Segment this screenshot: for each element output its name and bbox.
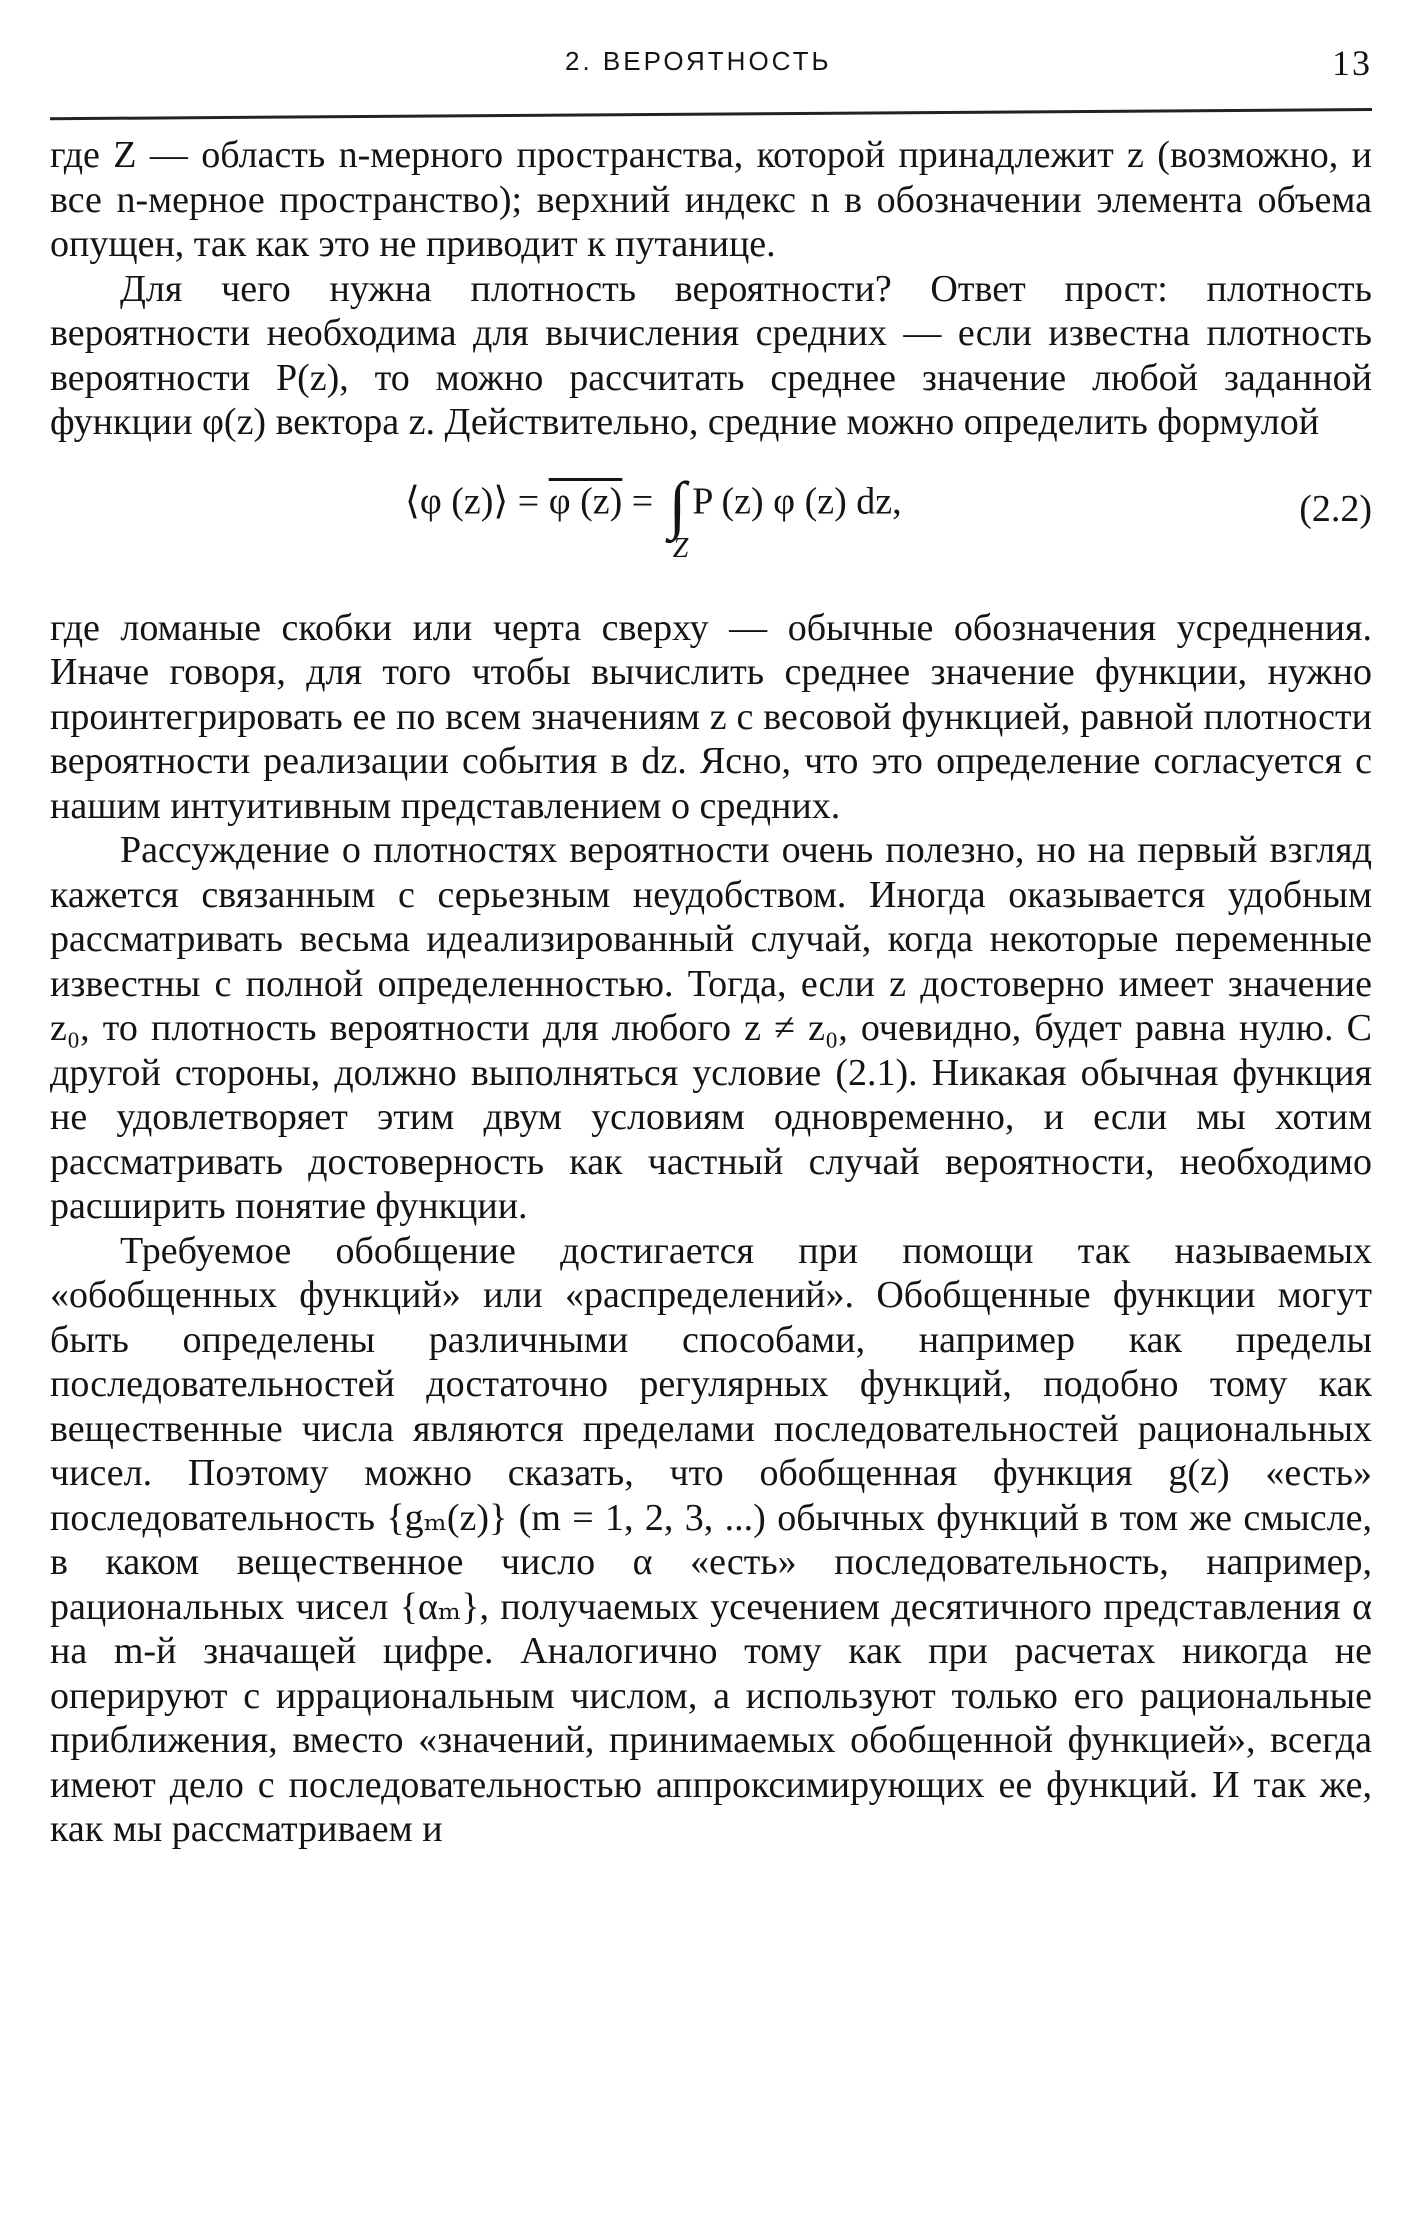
paragraph-1: где Z — область n-мерного пространства, которой принадлежит z (возможно, и все n-мерное пространство); верхний индекс n в обозначении элемента объема опущен, так как это не приводит к путанице. xyxy=(50,134,1372,265)
paragraph-2: Для чего нужна плотность вероятности? Ответ прост: плотность вероятности необходима для вычисления средних — если известна плотность вероятности P(z), то можно рассчитать среднее значение любой заданной функции φ(z) вектора z. Действительно, средние можно определить формулой xyxy=(50,267,1372,443)
equation-equals: = xyxy=(622,480,663,523)
equation-overline-term: φ (z) xyxy=(548,480,623,523)
paragraph-4: Рассуждение о плотностях вероятности очень полезно, но на первый взгляд кажется связанным с серьезным неудобством. Иногда оказывается удобным рассматривать весьма идеализированный случай, когда некоторые переменные известны с полной определенностью. Тогда, если z достоверно имеет значение z₀, то плотность вероятности для любого z ≠ z₀, очевидно, будет равна нулю. С другой стороны, должно выполняться условие (2.1). Никакая обычная функция не удовлетворяет этим двум условиям одновременно, и если мы хотим рассматривать достоверность как частный случай вероятности, необходимо расширить понятие функции. xyxy=(50,829,1372,1227)
equation-2-2 xyxy=(50,455,1372,600)
integral-sign xyxy=(668,468,689,564)
paragraph-3: где ломаные скобки или черта сверху — обычные обозначения усреднения. Иначе говоря, для того чтобы вычислить среднее значение функции, нужно проинтегрировать ее по всем значениям z с весовой функцией, равной плотности вероятности реализации события в dz. Ясно, что это определение согласуется с нашим интуитивным представлением о средних. xyxy=(50,606,1372,827)
equation-lhs: ⟨φ (z)⟩ = xyxy=(405,480,549,523)
equation-number: (2.2) xyxy=(1299,487,1372,530)
body-text xyxy=(50,133,1372,1852)
paragraph-5: Требуемое обобщение достигается при помощи так называемых «обобщенных функций» или «распределений». Обобщенные функции могут быть определены различными способами, например как пределы последовательностей достаточно регулярных функций, подобно тому как вещественные числа являются пределами последовательностей рациональных чисел. Поэтому можно сказать, что обобщенная функция g(z) «есть» последовательность {gₘ(z)} (m = 1, 2, 3, ...) обычных функций в том же смысле, в каком вещественное число α «есть» последовательность, например, рациональных чисел {αₘ}, получаемых усечением десятичного представления α на m-й значащей цифре. Аналогично тому как при расчетах никогда не оперируют с иррациональным числом, а используют только его рациональные приближения, вместо «значений, принимаемых обобщенной функцией», всегда имеют дело с последовательностью аппроксимирующих ее функций. И так же, как мы рассматриваем и xyxy=(50,1229,1372,1850)
header-rule xyxy=(50,108,1372,120)
integral-glyph: ∫ xyxy=(668,468,687,540)
running-head xyxy=(50,40,1372,90)
running-title: 2. ВЕРОЯТНОСТЬ xyxy=(565,46,832,76)
integral-domain: Z xyxy=(672,532,689,564)
equation-expression xyxy=(405,468,902,564)
equation-integrand: P (z) φ (z) dz, xyxy=(692,480,902,523)
page-number: 13 xyxy=(1332,43,1372,83)
